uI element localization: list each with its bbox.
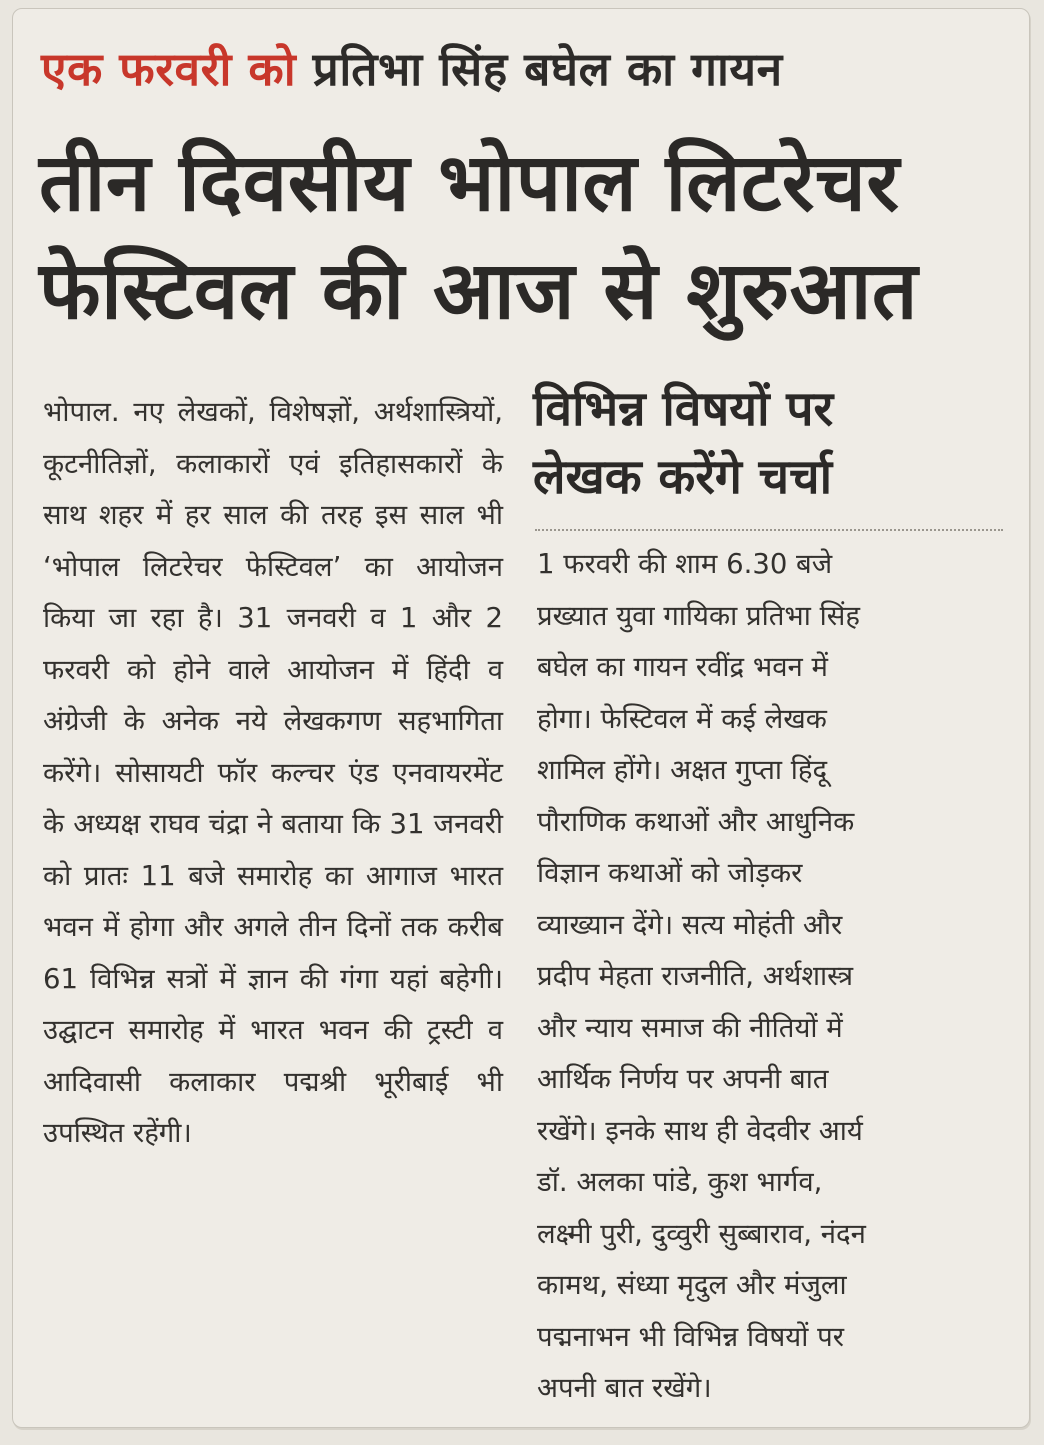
right-column-line: डॉ. अलका पांडे, कुश भार्गव,	[537, 1166, 823, 1198]
right-column-line: होगा। फेस्टिवल में कई लेखक	[537, 702, 827, 735]
headline-line-1: तीन दिवसीय भोपाल लिटरेचर	[39, 136, 900, 229]
right-column-line: व्याख्यान देंगे। सत्य मोहंती और	[537, 908, 843, 941]
kicker-rest: प्रतिभा सिंह बघेल का गायन	[312, 42, 783, 96]
right-column-line: 1 फरवरी की शाम 6.30 बजे	[537, 548, 833, 580]
left-column-body: भोपाल. नए लेखकों, विशेषज्ञों, अर्थशास्त्रियों, कूटनीतिज्ञों, कलाकारों एवं इतिहासकारों के साथ शहर में हर साल की तरह इस साल भी ‘भोपाल लिटरेचर फेस्टिवल’ का आयोजन किया जा रहा है। 31 जनवरी व 1 और 2 फरवरी को होने वाले आयोजन में हिंदी व अंग्रेजी के अनेक नये लेखकगण सहभागिता करेंगे। सोसायटी फॉर कल्चर एंड एनवायरमेंट के अध्यक्ष राघव चंद्रा ने बताया कि 31 जनवरी को प्रातः 11 बजे समारोह का आगाज भारत भवन में होगा और अगले तीन दिनों तक करीब 61 विभिन्न सत्रों में ज्ञान की गंगा यहां बहेगी। उद्घाटन समारोह में भारत भवन की ट्रस्टी व आदिवासी कलाकार पद्मश्री भूरीबाई भी उपस्थित रहेंगी।	[43, 396, 503, 1149]
right-column-line: प्रख्यात युवा गायिका प्रतिभा सिंह	[537, 599, 860, 632]
dotted-divider	[535, 529, 1003, 531]
newspaper-clipping	[12, 8, 1030, 1428]
right-column-line: शामिल होंगे। अक्षत गुप्ता हिंदू	[537, 754, 828, 786]
right-column-line: पौराणिक कथाओं और आधुनिक	[537, 805, 855, 838]
kicker	[41, 37, 783, 99]
right-column-line: रखेंगे। इनके साथ ही वेदवीर आर्य	[537, 1114, 863, 1147]
subhead-line-1: विभिन्न विषयों पर	[533, 381, 834, 437]
right-column-line: विज्ञान कथाओं को जोड़कर	[537, 857, 803, 889]
subhead-line-2: लेखक करेंगे चर्चा	[533, 449, 833, 505]
right-column-line: बघेल का गायन रवींद्र भवन में	[537, 651, 828, 683]
headline	[39, 129, 999, 345]
headline-line-2: फेस्टिवल की आज से शुरुआत	[39, 244, 918, 337]
right-column-line: पद्मनाभन भी विभिन्न विषयों पर	[537, 1320, 844, 1353]
subhead	[533, 375, 1003, 511]
right-column-line: आर्थिक निर्णय पर अपनी बात	[537, 1063, 829, 1095]
right-column-line: कामथ, संध्या मृदुल और मंजुला	[537, 1269, 847, 1301]
right-column-line: प्रदीप मेहता राजनीति, अर्थशास्त्र	[537, 960, 854, 992]
right-column-line: और न्याय समाज की नीतियों में	[537, 1011, 843, 1044]
right-column-line: अपनी बात रखेंगे।	[537, 1372, 712, 1404]
right-column-line: लक्ष्मी पुरी, दुव्वुरी सुब्बाराव, नंदन	[537, 1217, 866, 1250]
right-column-body	[537, 539, 999, 1415]
kicker-highlight: एक फरवरी को	[41, 42, 297, 96]
